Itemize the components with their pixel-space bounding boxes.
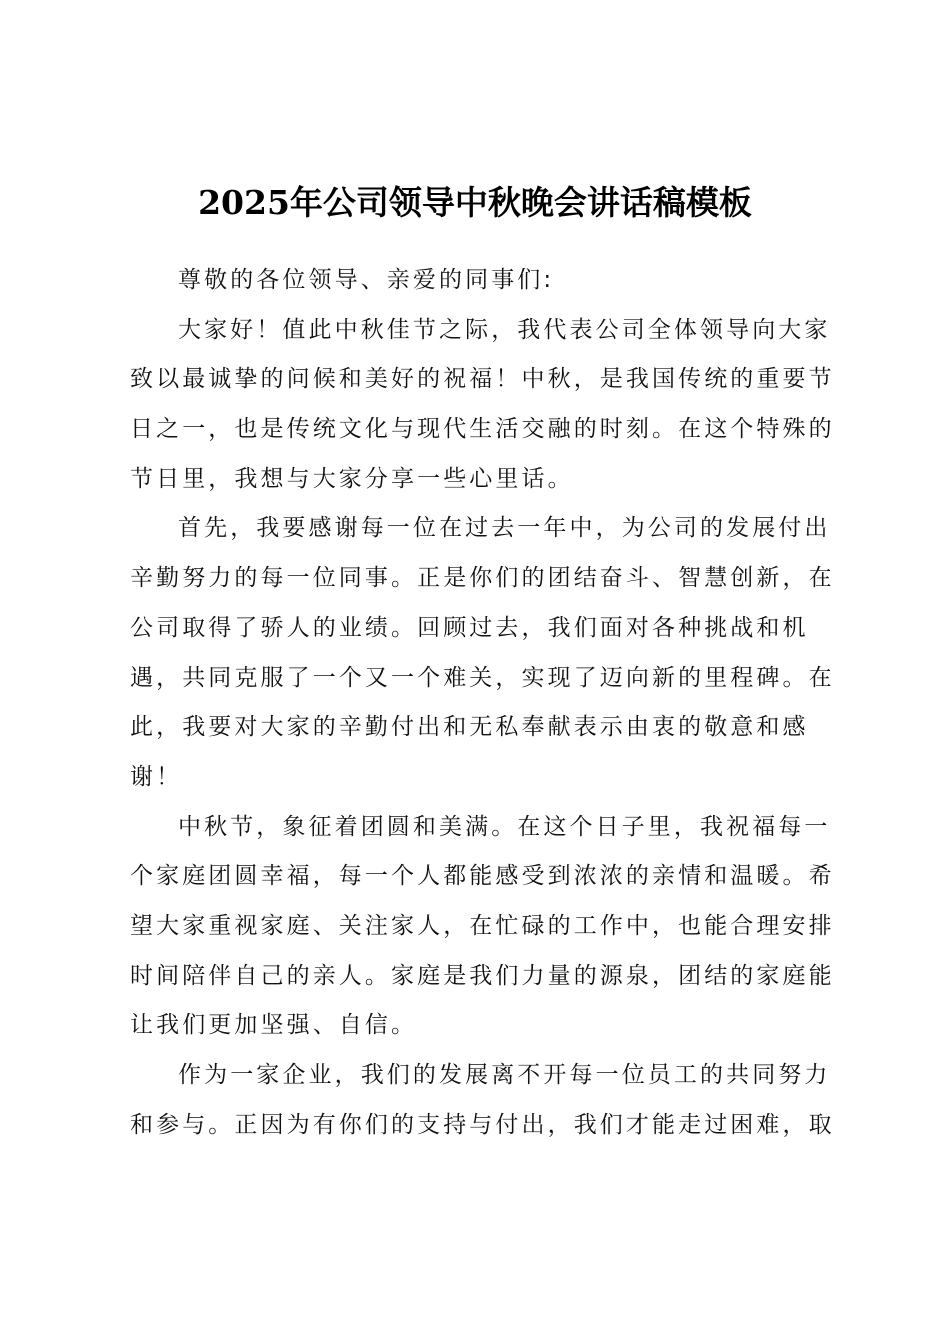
body-line: 尊敬的各位领导、亲爱的同事们:: [178, 267, 555, 293]
body-line: 首先，我要感谢每一位在过去一年中，为公司的发展付出: [178, 515, 831, 542]
body-line: 个家庭团圆幸福，每一个人都能感受到浓浓的亲情和温暖。希: [130, 863, 835, 890]
body-line: 此，我要对大家的辛勤付出和无私奉献表示由衷的敬意和感: [130, 714, 809, 741]
body-line: 让我们更加坚强、自信。: [130, 1012, 418, 1039]
body-line: 时间陪伴自己的亲人。家庭是我们力量的源泉，团结的家庭能: [130, 962, 835, 989]
body-line: 中秋节，象征着团圆和美满。在这个日子里，我祝福每一: [178, 813, 831, 840]
body-line: 和参与。正因为有你们的支持与付出，我们才能走过困难，取: [130, 1111, 835, 1138]
body-line: 辛勤努力的每一位同事。正是你们的团结奋斗、智慧创新，在: [130, 565, 835, 592]
document-title: 2025年公司领导中秋晚会讲话稿模板: [198, 183, 752, 222]
body-line: 致以最诚挚的问候和美好的祝福！中秋，是我国传统的重要节: [130, 366, 835, 393]
body-line: 公司取得了骄人的业绩。回顾过去，我们面对各种挑战和机: [130, 614, 809, 641]
body-line: 作为一家企业，我们的发展离不开每一位员工的共同努力: [178, 1062, 831, 1088]
body-line: 日之一，也是传统文化与现代生活交融的时刻。在这个特殊的: [130, 416, 835, 443]
body-line: 节日里，我想与大家分享一些心里话。: [130, 465, 574, 492]
document-body: [130, 256, 835, 1150]
body-line: 谢！: [130, 763, 183, 790]
body-line: 望大家重视家庭、关注家人，在忙碌的工作中，也能合理安排: [130, 912, 835, 939]
body-line: 大家好！值此中秋佳节之际，我代表公司全体领导向大家: [178, 316, 831, 343]
body-line: 遇，共同克服了一个又一个难关，实现了迈向新的里程碑。在: [130, 664, 835, 691]
